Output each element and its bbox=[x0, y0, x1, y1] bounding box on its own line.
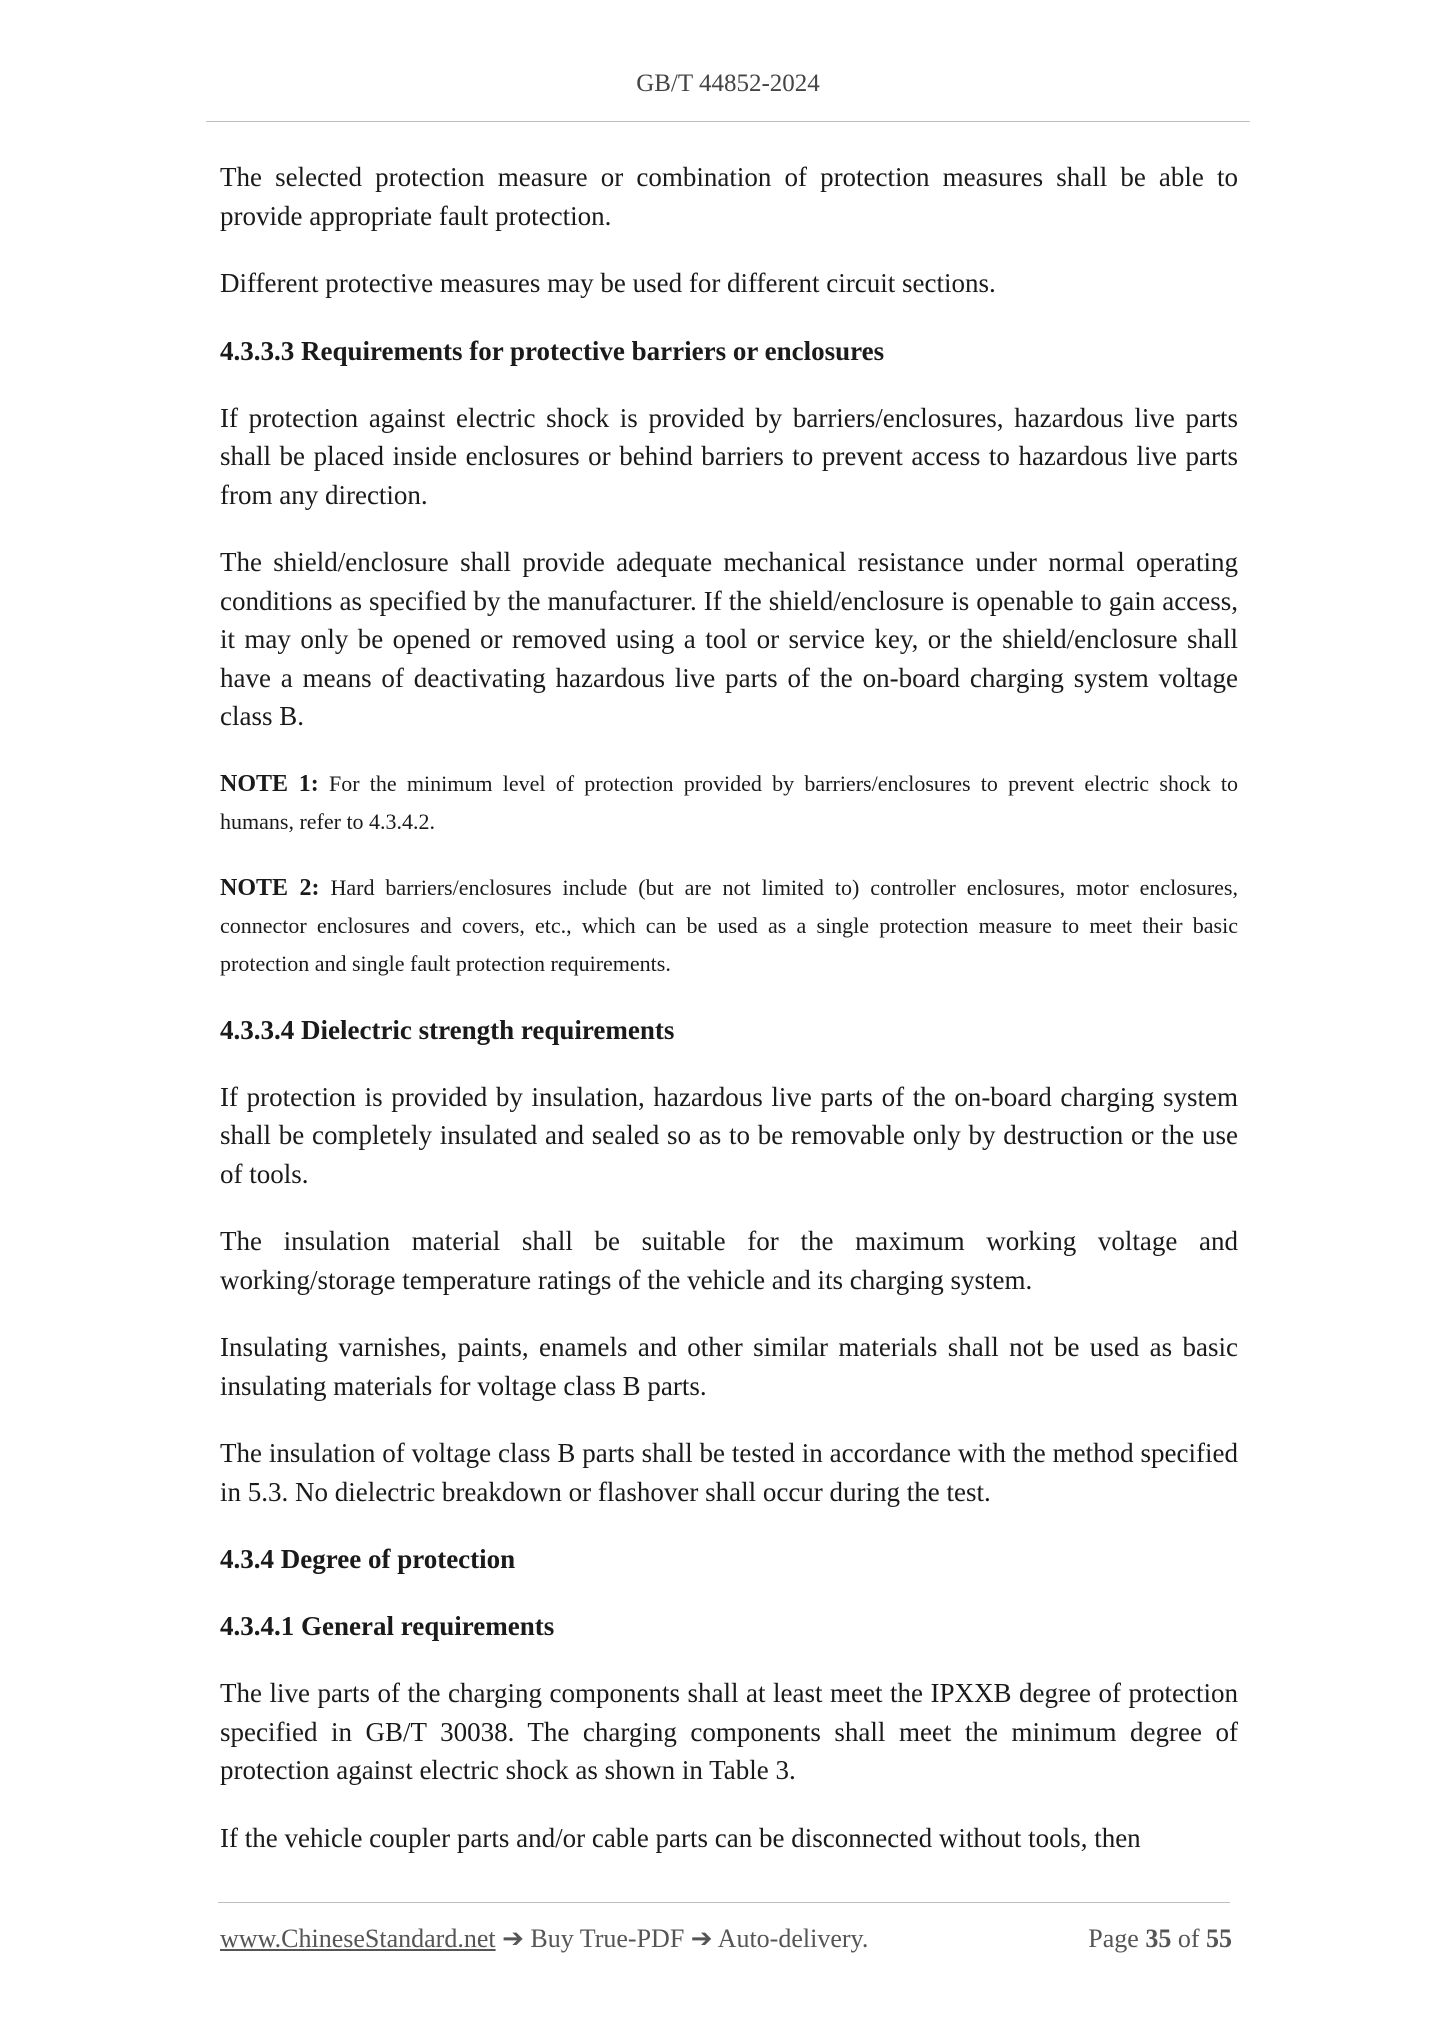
page-number bbox=[1088, 1924, 1232, 1954]
paragraph: Different protective measures may be used for different circuit sections. bbox=[220, 268, 996, 298]
arrow-right-icon: ➔ bbox=[690, 1924, 713, 1953]
total-pages: 55 bbox=[1206, 1924, 1232, 1953]
paragraph: The insulation material shall be suitable for the maximum working voltage and working/storage temperature ratings of the vehicle and its charging system. bbox=[220, 1226, 1238, 1295]
paragraph: The live parts of the charging components shall at least meet the IPXXB degree of protection specified in GB/T 30038. The charging components shall meet the minimum degree of protection against electric shock as shown in Table 3. bbox=[220, 1678, 1238, 1785]
section-heading: 4.3.4 Degree of protection bbox=[220, 1544, 516, 1574]
note-text: For the minimum level of protection provided by barriers/enclosures to prevent electric shock to humans, refer to 4.3.4.2. bbox=[220, 770, 1238, 834]
of-label: of bbox=[1177, 1924, 1200, 1953]
paragraph: The shield/enclosure shall provide adequate mechanical resistance under normal operating conditions as specified by the manufacturer. If the shield/enclosure is openable to gain access, it may only be opened or removed using a tool or service key, or the shield/enclosure shall have a means of deactivating hazardous live parts of the on-board charging system voltage class B. bbox=[220, 547, 1238, 731]
page-body bbox=[220, 158, 1238, 1886]
paragraph: The insulation of voltage class B parts shall be tested in accordance with the method specified in 5.3. No dielectric breakdown or flashover shall occur during the test. bbox=[220, 1438, 1238, 1507]
paragraph: The selected protection measure or combination of protection measures shall be able to provide appropriate fault protection. bbox=[220, 162, 1238, 231]
note-text: Hard barriers/enclosures include (but are not limited to) controller enclosures, motor enclosures, connector enclosures and covers, etc., which can be used as a single protection measure to meet their basic protection and single fault protection requirements. bbox=[220, 874, 1238, 976]
document-header: GB/T 44852-2024 bbox=[636, 70, 820, 97]
footer-divider bbox=[218, 1902, 1230, 1903]
paragraph: Insulating varnishes, paints, enamels and other similar materials shall not be used as basic insulating materials for voltage class B parts. bbox=[220, 1332, 1238, 1401]
paragraph: If the vehicle coupler parts and/or cable parts can be disconnected without tools, then bbox=[220, 1822, 1141, 1853]
arrow-right-icon: ➔ bbox=[502, 1924, 524, 1953]
page-footer bbox=[220, 1924, 1232, 1960]
page-label: Page bbox=[1088, 1924, 1139, 1953]
current-page: 35 bbox=[1145, 1924, 1172, 1953]
note-1 bbox=[220, 765, 1238, 841]
paragraph: If protection against electric shock is provided by barriers/enclosures, hazardous live parts shall be placed inside enclosures or behind barriers to prevent access to hazardous live parts from any direction. bbox=[220, 402, 1238, 510]
paragraph: If protection is provided by insulation, hazardous live parts of the on-board charging system shall be completely insulated and sealed so as to be removable only by destruction or the use of tools. bbox=[220, 1081, 1238, 1189]
note-label: NOTE 1: bbox=[220, 770, 319, 797]
footer-links bbox=[220, 1924, 868, 1954]
note-2 bbox=[220, 869, 1238, 983]
buy-pdf-text: Buy True-PDF bbox=[530, 1924, 685, 1953]
note-label: NOTE 2: bbox=[220, 874, 320, 901]
header-divider bbox=[206, 121, 1250, 122]
section-heading: 4.3.4.1 General requirements bbox=[220, 1611, 555, 1641]
website-link[interactable]: www.ChineseStandard.net bbox=[220, 1924, 496, 1953]
section-heading: 4.3.3.3 Requirements for protective barriers or enclosures bbox=[220, 335, 885, 366]
auto-delivery-text: Auto-delivery. bbox=[717, 1924, 869, 1953]
section-heading: 4.3.3.4 Dielectric strength requirements bbox=[220, 1014, 675, 1045]
